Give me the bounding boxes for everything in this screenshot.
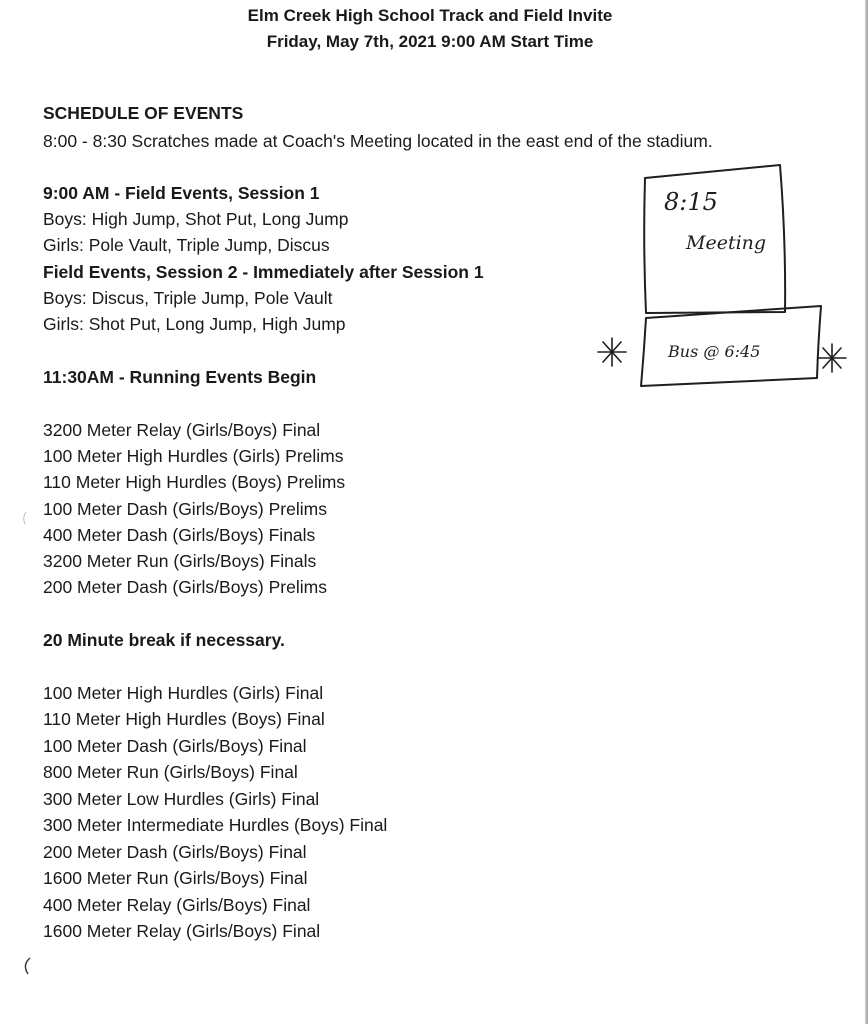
event-line: 300 Meter Low Hurdles (Girls) Final: [43, 789, 320, 809]
field-session2-girls: Girls: Shot Put, Long Jump, High Jump: [43, 314, 346, 334]
event-line: 110 Meter High Hurdles (Boys) Final: [43, 709, 325, 729]
event-line: 1600 Meter Relay (Girls/Boys) Final: [43, 921, 321, 941]
event-line: 800 Meter Run (Girls/Boys) Final: [43, 762, 298, 782]
event-line: 1600 Meter Run (Girls/Boys) Final: [43, 868, 308, 888]
event-line: 300 Meter Intermediate Hurdles (Boys) Final: [43, 815, 388, 835]
stray-mark-icon: [25, 958, 30, 974]
scratches-line: 8:00 - 8:30 Scratches made at Coach's Meeting located in the east end of the stadium.: [43, 131, 713, 151]
schedule-heading: SCHEDULE OF EVENTS: [43, 103, 244, 123]
document-title: Elm Creek High School Track and Field Invite: [247, 6, 613, 25]
field-session1-girls: Girls: Pole Vault, Triple Jump, Discus: [43, 235, 330, 255]
asterisk-right-icon: [818, 344, 846, 372]
handwritten-bus-note: Bus @ 6:45: [668, 342, 761, 361]
event-line: 400 Meter Relay (Girls/Boys) Final: [43, 895, 311, 915]
field-session2-boys: Boys: Discus, Triple Jump, Pole Vault: [43, 288, 333, 308]
field-session2-heading: Field Events, Session 2 - Immediately after Session 1: [43, 262, 484, 282]
event-line: 200 Meter Dash (Girls/Boys) Prelims: [43, 577, 327, 597]
document-subtitle: Friday, May 7th, 2021 9:00 AM Start Time: [266, 32, 594, 51]
event-line: 3200 Meter Relay (Girls/Boys) Final: [43, 420, 321, 440]
event-line: 110 Meter High Hurdles (Boys) Prelims: [43, 472, 346, 492]
event-line: 3200 Meter Run (Girls/Boys) Finals: [43, 551, 317, 571]
event-line: 100 Meter Dash (Girls/Boys) Prelims: [43, 499, 327, 519]
handwritten-meeting-label: Meeting: [686, 232, 767, 254]
event-line: 100 Meter High Hurdles (Girls) Final: [43, 683, 324, 703]
break-note: 20 Minute break if necessary.: [43, 630, 285, 650]
event-line: 100 Meter Dash (Girls/Boys) Final: [43, 736, 307, 756]
field-session1-heading: 9:00 AM - Field Events, Session 1: [43, 183, 320, 203]
running-heading: 11:30AM - Running Events Begin: [43, 367, 317, 387]
event-line: 400 Meter Dash (Girls/Boys) Finals: [43, 525, 316, 545]
field-session1-boys: Boys: High Jump, Shot Put, Long Jump: [43, 209, 349, 229]
stray-mark-icon: [24, 512, 26, 524]
asterisk-left-icon: [598, 338, 626, 366]
handwritten-meeting-time: 8:15: [664, 188, 718, 216]
event-line: 100 Meter High Hurdles (Girls) Prelims: [43, 446, 344, 466]
event-line: 200 Meter Dash (Girls/Boys) Final: [43, 842, 307, 862]
